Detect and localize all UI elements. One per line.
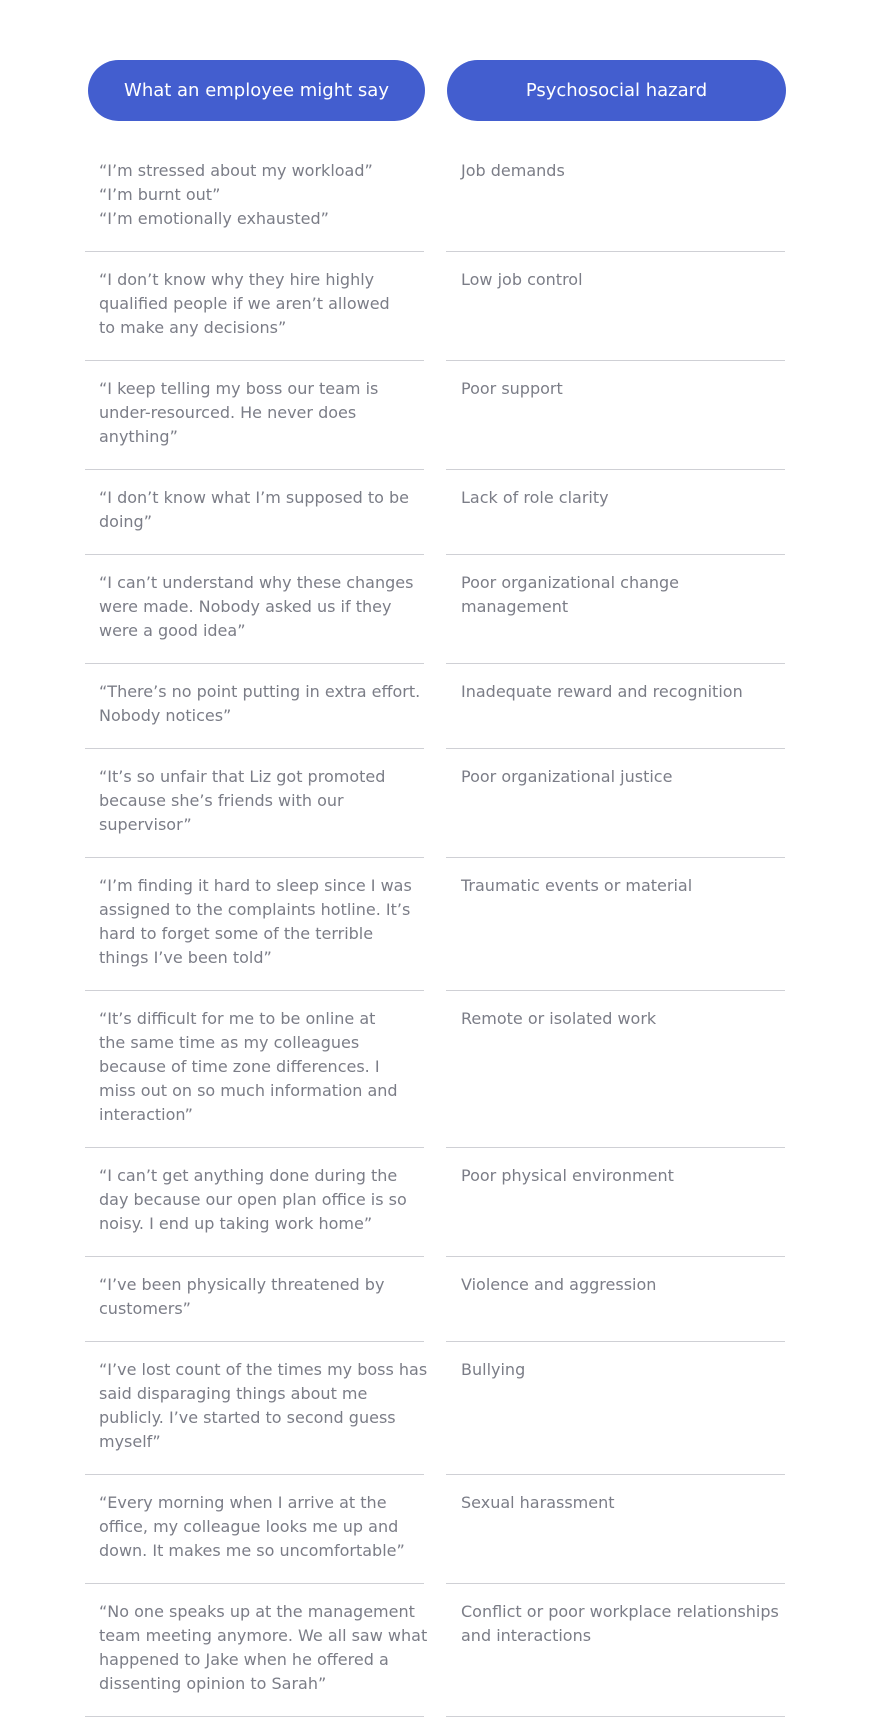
employee-quote-cell	[85, 555, 424, 664]
table-row	[85, 749, 785, 858]
hazard-cell: Remote or isolated work	[446, 991, 785, 1148]
employee-quote-line: anything”	[99, 427, 178, 446]
employee-quote-line: Nobody notices”	[99, 706, 232, 725]
employee-quote-cell	[85, 991, 424, 1148]
table-row	[85, 361, 785, 470]
employee-quote-line: assigned to the complaints hotline. It’s	[99, 900, 411, 919]
employee-quote-line: “I’m emotionally exhausted”	[99, 209, 329, 228]
table-row	[85, 1257, 785, 1342]
employee-quote-line: team meeting anymore. We all saw what	[99, 1626, 428, 1645]
employee-quote-line: were a good idea”	[99, 621, 246, 640]
employee-quote-cell	[85, 143, 424, 252]
employee-quote-cell	[85, 858, 424, 991]
employee-quote-line: “There’s no point putting in extra effort.	[99, 682, 421, 701]
table-row	[85, 555, 785, 664]
hazard-cell: Bullying	[446, 1342, 785, 1475]
table-row	[85, 1584, 785, 1717]
hazard-cell: Job demands	[446, 143, 785, 252]
employee-quote-line: “I don’t know what I’m supposed to be	[99, 488, 410, 507]
hazard-cell: Poor organizational justice	[446, 749, 785, 858]
employee-quote-cell	[85, 1584, 428, 1717]
table-row	[85, 1148, 785, 1257]
hazard-cell: Poor physical environment	[446, 1148, 785, 1257]
hazard-cell: Violence and aggression	[446, 1257, 785, 1342]
hazard-cell: Low job control	[446, 252, 785, 361]
employee-quote-line: “I keep telling my boss our team is	[99, 379, 379, 398]
employee-quote-cell	[85, 470, 424, 555]
hazard-cell: Sexual harassment	[446, 1475, 785, 1584]
employee-quote-cell	[85, 361, 424, 470]
employee-quote-line: interaction”	[99, 1105, 193, 1124]
employee-quote-line: “It’s difficult for me to be online at	[99, 1009, 376, 1028]
table-row	[85, 143, 785, 252]
employee-quote-line: miss out on so much information and	[99, 1081, 398, 1100]
employee-quote-line: down. It makes me so uncomfortable”	[99, 1541, 405, 1560]
hazard-table	[85, 143, 785, 1717]
employee-quote-line: “I can’t get anything done during the	[99, 1166, 398, 1185]
employee-quote-cell	[85, 252, 424, 361]
employee-quote-line: “No one speaks up at the management	[99, 1602, 415, 1621]
employee-quote-line: dissenting opinion to Sarah”	[99, 1674, 327, 1693]
table-header	[88, 60, 787, 121]
table-row	[85, 1475, 785, 1584]
employee-quote-cell	[85, 749, 424, 858]
employee-quote-cell	[85, 1475, 424, 1584]
employee-quote-line: customers”	[99, 1299, 191, 1318]
employee-quote-line: myself”	[99, 1432, 161, 1451]
employee-quote-line: because she’s friends with our	[99, 791, 344, 810]
employee-quote-line: to make any decisions”	[99, 318, 287, 337]
employee-quote-line: doing”	[99, 512, 152, 531]
employee-quote-line: “I’ve lost count of the times my boss has	[99, 1360, 428, 1379]
employee-quote-line: supervisor”	[99, 815, 192, 834]
employee-quote-cell	[85, 1257, 424, 1342]
employee-quote-line: “I’m stressed about my workload”	[99, 161, 373, 180]
employee-quote-line: were made. Nobody asked us if they	[99, 597, 392, 616]
employee-says-header: What an employee might say	[88, 60, 425, 121]
employee-quote-line: hard to forget some of the terrible	[99, 924, 374, 943]
psychosocial-hazard-header: Psychosocial hazard	[447, 60, 786, 121]
employee-quote-line: “It’s so unfair that Liz got promoted	[99, 767, 386, 786]
employee-quote-line: things I’ve been told”	[99, 948, 272, 967]
employee-quote-line: noisy. I end up taking work home”	[99, 1214, 373, 1233]
table-row	[85, 664, 785, 749]
employee-quote-line: day because our open plan office is so	[99, 1190, 407, 1209]
employee-quote-line: publicly. I’ve started to second guess	[99, 1408, 396, 1427]
employee-quote-line: qualified people if we aren’t allowed	[99, 294, 390, 313]
employee-quote-line: “I don’t know why they hire highly	[99, 270, 375, 289]
table-row	[85, 1342, 785, 1475]
employee-quote-line: happened to Jake when he offered a	[99, 1650, 389, 1669]
employee-quote-line: said disparaging things about me	[99, 1384, 368, 1403]
hazard-cell: Inadequate reward and recognition	[446, 664, 785, 749]
table-row	[85, 858, 785, 991]
hazard-cell: Conflict or poor workplace relationships and interactions	[446, 1584, 785, 1717]
employee-quote-line: because of time zone differences. I	[99, 1057, 380, 1076]
employee-quote-cell	[85, 1148, 424, 1257]
employee-quote-line: “Every morning when I arrive at the	[99, 1493, 387, 1512]
hazard-cell: Poor support	[446, 361, 785, 470]
table-row	[85, 991, 785, 1148]
employee-quote-line: “I’m burnt out”	[99, 185, 221, 204]
hazard-cell: Poor organizational change management	[446, 555, 785, 664]
employee-quote-line: “I’m finding it hard to sleep since I was	[99, 876, 412, 895]
employee-quote-line: office, my colleague looks me up and	[99, 1517, 399, 1536]
table-row	[85, 470, 785, 555]
hazard-cell: Traumatic events or material	[446, 858, 785, 991]
employee-quote-cell	[85, 1342, 428, 1475]
employee-quote-line: “I’ve been physically threatened by	[99, 1275, 385, 1294]
employee-quote-cell	[85, 664, 424, 749]
employee-quote-line: “I can’t understand why these changes	[99, 573, 414, 592]
employee-quote-line: under-resourced. He never does	[99, 403, 357, 422]
table-row	[85, 252, 785, 361]
employee-quote-line: the same time as my colleagues	[99, 1033, 360, 1052]
hazard-cell: Lack of role clarity	[446, 470, 785, 555]
